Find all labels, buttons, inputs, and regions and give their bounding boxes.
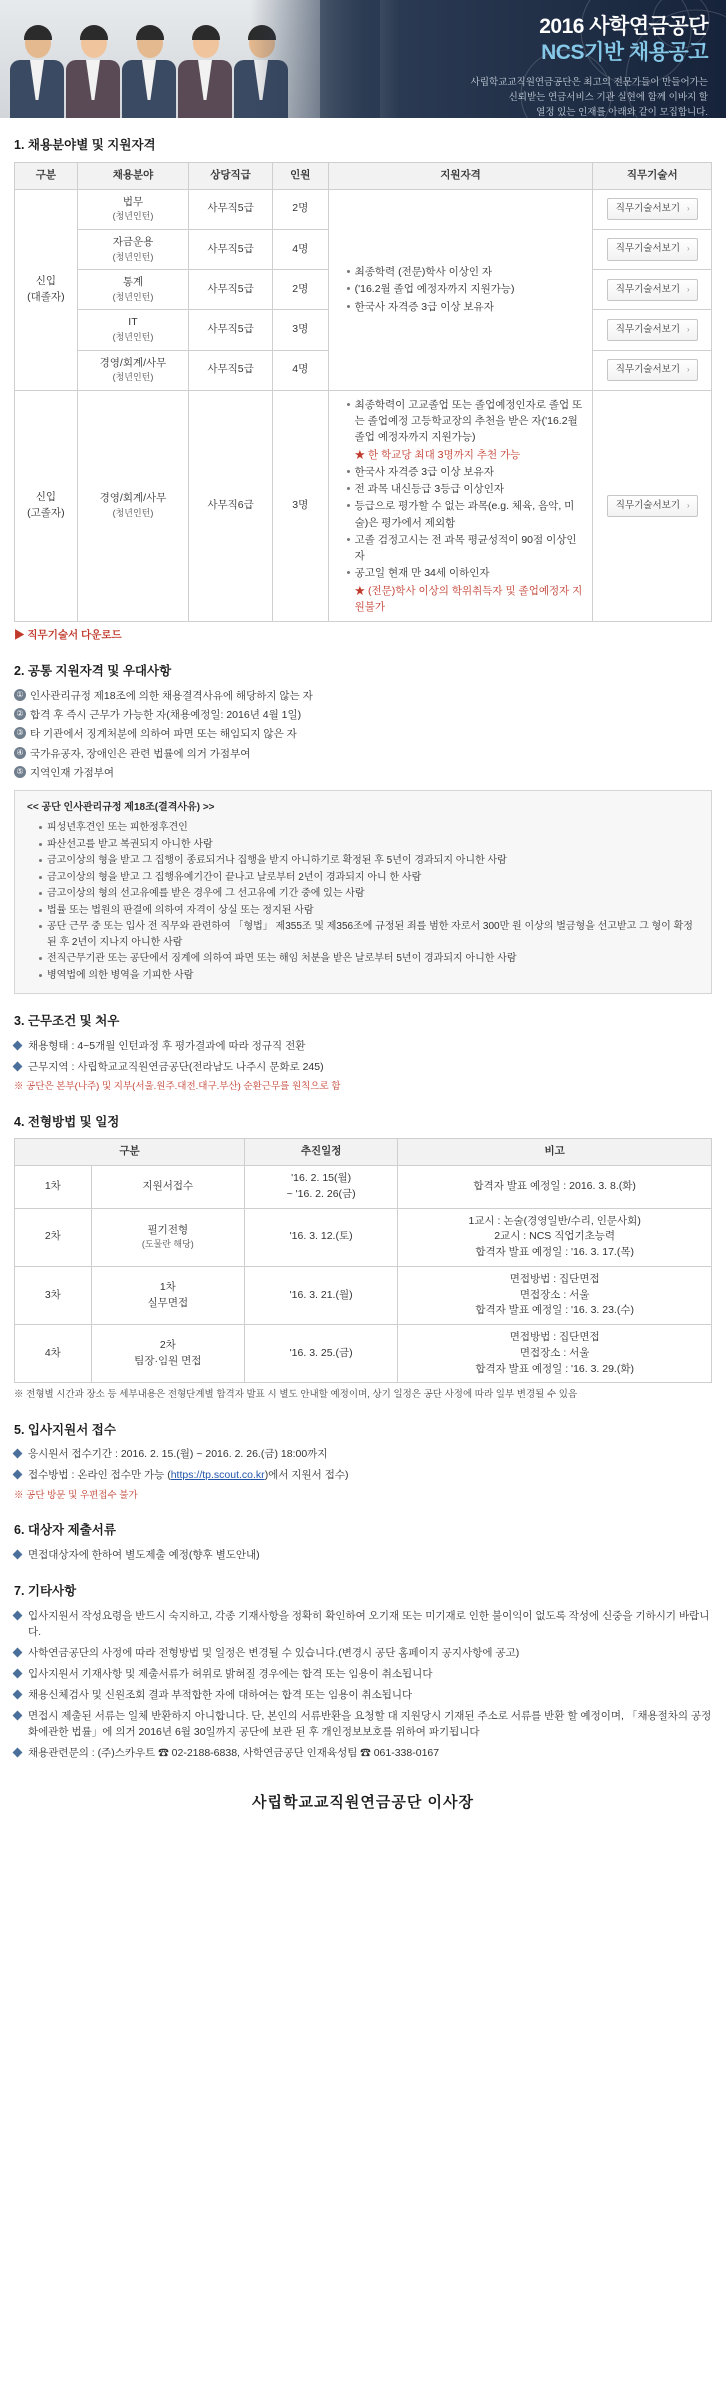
list-item: 병역법에 의한 병역을 기피한 사람	[39, 968, 699, 984]
list-item: 사학연금공단의 사정에 따라 전형방법 및 일정은 변경될 수 있습니다.(변경시 공단 홈페이지 공지사항에 공고)	[14, 1645, 712, 1662]
field-sub: (청년인턴)	[112, 211, 154, 222]
cell-type: 2차 팀장·임원 면접	[91, 1325, 244, 1383]
cell-jobspec	[593, 390, 712, 621]
col-count: 인원	[272, 162, 328, 189]
field-name: 통계	[122, 276, 144, 288]
list-item: ④ 국가유공자, 장애인은 관련 법률에 의거 가점부여	[14, 746, 712, 762]
banner-title-line1: 2016 사학연금공단	[539, 15, 708, 38]
schedule-table	[14, 1138, 712, 1383]
work-condition-list	[14, 1038, 712, 1076]
col-qualification: 지원자격	[328, 162, 593, 189]
list-item: 금고이상의 형의 선고유예를 받은 경우에 그 선고유예 기간 중에 있는 사람	[39, 886, 699, 902]
cell-type: 필기전형 (도물란 해당)	[91, 1208, 244, 1266]
list-item: 법률 또는 법원의 판결에 의하여 자격이 상실 또는 정지된 사람	[39, 903, 699, 919]
list-item: 면접대상자에 한하여 별도제출 예정(향후 별도안내)	[14, 1547, 712, 1564]
group-label-line2: (고졸자)	[27, 506, 65, 519]
cell-step: 3차	[15, 1266, 92, 1324]
cell-field	[77, 229, 189, 269]
col-step: 구분	[15, 1139, 245, 1166]
list-item: 금고이상의 형을 받고 그 집행유예기간이 끝나고 날로부터 2년이 경과되지 아니 한 사람	[39, 870, 699, 886]
cell-group-newgrad	[15, 189, 78, 390]
cell-count: 4명	[272, 229, 328, 269]
chevron-right-icon: ›	[687, 204, 690, 213]
field-sub: (청년인턴)	[112, 372, 154, 383]
cell-note	[398, 1325, 712, 1383]
cell-group-highschool	[15, 390, 78, 621]
footer-signature: 사립학교교직원연금공단 이사장	[251, 1793, 475, 1811]
application-list	[14, 1446, 712, 1484]
qualification-item: 등급으로 평가할 수 없는 과목(e.g. 체육, 음악, 미술)은 평가에서 제외함	[347, 498, 587, 531]
cell-note	[398, 1208, 712, 1266]
note-line1: 면접방법 : 집단면접	[509, 1272, 600, 1285]
job-spec-view-button[interactable]: 직무기술서보기 ›	[607, 359, 698, 381]
cell-count: 4명	[272, 350, 328, 390]
qualification-item: 전 과목 내신등급 3등급 이상인자	[347, 481, 587, 497]
cell-type: 지원서접수	[91, 1166, 244, 1209]
cell-step: 1차	[15, 1166, 92, 1209]
qualification-subnote: ('16.2월 졸업 예정자까지 지원가능)	[347, 281, 587, 297]
disqualification-box-title: << 공단 인사관리규정 제18조(결격사유) >>	[27, 802, 215, 814]
section7-title: 7. 기타사항	[14, 1583, 77, 1598]
section2-title: 2. 공통 지원자격 및 우대사항	[14, 663, 172, 678]
cell-count: 2명	[272, 189, 328, 229]
group-label-line1: 신입	[35, 491, 56, 504]
cell-grade: 사무직5급	[189, 270, 273, 310]
cell-jobspec	[593, 229, 712, 269]
banner-desc-line2: 신뢰받는 연금서비스 기관 실현에 함께 이바지 할	[508, 91, 708, 103]
banner-desc-line1: 사립학교교직원연금공단은 최고의 전문가들이 만들어가는	[470, 76, 708, 88]
chevron-right-icon: ›	[687, 284, 690, 294]
field-name: 경영/회계/사무	[99, 356, 167, 369]
group-label-line1: 신입	[35, 274, 56, 287]
table-row	[15, 390, 712, 621]
col-field: 채용분야	[77, 162, 189, 189]
list-item: 피성년후견인 또는 피한정후견인	[39, 820, 699, 836]
cell-date: '16. 3. 12.(토)	[244, 1208, 397, 1266]
section4-note: ※ 전형별 시간과 장소 등 세부내용은 전형단계별 합격자 발표 시 별도 안내할 예정이며, 상기 일정은 공단 사정에 따라 일부 변경될 수 있음	[14, 1389, 578, 1401]
person-figure	[66, 28, 122, 118]
documents-list	[14, 1547, 712, 1564]
col-grade: 상당직급	[189, 162, 273, 189]
job-spec-view-button[interactable]: 직무기술서보기 ›	[607, 279, 698, 301]
list-item: ⑤ 지역인재 가점부여	[14, 765, 712, 781]
list-item: 근무지역 : 사립학교교직원연금공단(전라남도 나주시 문화로 245)	[14, 1059, 712, 1076]
field-sub: (청년인턴)	[112, 332, 154, 342]
banner-title	[471, 14, 708, 67]
number-badge: ①	[14, 689, 26, 701]
list-item: ① 인사관리규정 제18조에 의한 채용결격사유에 해당하지 않는 자	[14, 688, 712, 704]
note-line2: 면접장소 : 서울	[519, 1346, 590, 1359]
qualification-star-item: ★ 한 학교당 최대 3명까지 추천 가능	[354, 448, 521, 461]
cell-field	[77, 310, 189, 350]
table-row	[15, 1208, 712, 1266]
cell-jobspec	[593, 270, 712, 310]
list-item: 공단 근무 중 또는 입사 전 직무와 관련하여 「형법」 제355조 및 제356조에 규정된 죄를 범한 자로서 300만 원 이상의 벌금형을 선고받고 그 형이 확정된 후 2년이 지나지 아니한 사람	[39, 919, 699, 950]
chevron-right-icon: ›	[687, 500, 690, 510]
cell-field	[77, 350, 189, 390]
number-badge: ④	[14, 747, 26, 759]
cell-note	[398, 1266, 712, 1324]
col-schedule: 추진일정	[244, 1139, 397, 1166]
common-qualification-list	[14, 688, 712, 781]
cell-qualification-highschool	[328, 390, 593, 621]
cell-qualification-newgrad	[328, 189, 593, 390]
cell-field	[77, 189, 189, 229]
qualification-item: 고졸 검정고시는 전 과목 평균성적이 90점 이상인자	[347, 532, 587, 565]
date-line2: ~ '16. 2. 26(금)	[286, 1187, 356, 1200]
cell-field	[77, 390, 189, 621]
table-row	[15, 189, 712, 229]
section3-title: 3. 근무조건 및 처우	[14, 1014, 120, 1029]
section5-note: ※ 공단 방문 및 우편접수 불가	[14, 1489, 138, 1501]
list-item: 응시원서 접수기간 : 2016. 2. 15.(월) ~ 2016. 2. 26.(금) 18:00까지	[14, 1446, 712, 1463]
note-line3: 합격자 발표 예정일 : '16. 3. 23.(수)	[475, 1304, 634, 1317]
list-item: 입사지원서 기재사항 및 제출서류가 허위로 밝혀질 경우에는 합격 또는 임용이 취소됩니다	[14, 1666, 712, 1683]
section6-title: 6. 대상자 제출서류	[14, 1523, 116, 1538]
section3-note: ※ 공단은 본부(나주) 및 지부(서울.원주.대전.대구.부산) 순환근무를 원칙으로 함	[14, 1081, 341, 1093]
cell-grade: 사무직5급	[189, 310, 273, 350]
section4-title: 4. 전형방법 및 일정	[14, 1114, 120, 1129]
recruitment-fields-table	[14, 162, 712, 622]
cell-date	[244, 1166, 397, 1209]
list-item: 채용신체검사 및 신원조회 결과 부적합한 자에 대하여는 합격 또는 임용이 취소됩니다	[14, 1687, 712, 1704]
cell-type: 1차 실무면접	[91, 1266, 244, 1324]
cell-count: 2명	[272, 270, 328, 310]
note-line2: 2교시 : NCS 직업기초능력	[494, 1230, 616, 1243]
disqualification-list	[27, 820, 699, 983]
qualification-list	[335, 397, 587, 615]
cell-field	[77, 270, 189, 310]
note-line3: 합격자 발표 예정일 : '16. 3. 17.(목)	[475, 1246, 634, 1259]
job-spec-view-button[interactable]: 직무기술서보기 ›	[607, 319, 698, 341]
number-badge: ⑤	[14, 766, 26, 778]
list-item: ② 합격 후 즉시 근무가 가능한 자(채용예정일: 2016년 4월 1일)	[14, 707, 712, 723]
person-figure	[178, 28, 234, 118]
list-item: 전직근무기관 또는 공단에서 징계에 의하여 파면 또는 해임 처분을 받은 날로부터 5년이 경과되지 아니한 사람	[39, 951, 699, 967]
note-line1: 1교시 : 논술(경영일반/수리, 인문사회)	[468, 1214, 641, 1227]
chevron-right-icon: ›	[687, 365, 690, 374]
list-item: ③ 타 기관에서 징계처분에 의하여 파면 또는 해임되지 않은 자	[14, 726, 712, 742]
col-group: 구분	[15, 162, 78, 189]
group-label-line2: (대졸자)	[27, 290, 65, 303]
list-item: 채용형태 : 4~5개월 인턴과정 후 평가결과에 따라 정규직 전환	[14, 1038, 712, 1055]
cell-count: 3명	[272, 310, 328, 350]
field-name: 경영/회계/사무	[99, 492, 167, 505]
cell-jobspec	[593, 350, 712, 390]
other-notes-list	[14, 1608, 712, 1762]
cell-jobspec	[593, 310, 712, 350]
qualification-item: 최종학력이 고교졸업 또는 졸업예정인자로 졸업 또는 졸업예정 고등학교장의 추천을 받은 자('16.2월 졸업 예정자까지 지원가능)	[347, 397, 587, 446]
banner-text-block	[471, 14, 708, 118]
cell-grade: 사무직5급	[189, 229, 273, 269]
qualification-item: 한국사 자격증 3급 이상 보유자	[347, 464, 587, 480]
job-spec-view-button[interactable]: 직무기술서보기 ›	[607, 238, 698, 260]
qualification-item: 최종학력 (전문)학사 이상인 자	[347, 264, 587, 280]
cell-step: 4차	[15, 1325, 92, 1383]
application-site-link[interactable]: https://tp.scout.co.kr	[170, 1469, 265, 1482]
number-badge: ②	[14, 708, 26, 720]
cell-step: 2차	[15, 1208, 92, 1266]
section1-title: 1. 채용분야별 및 지원자격	[14, 138, 156, 152]
cell-count: 3명	[272, 390, 328, 621]
qualification-star-item: ★ (전문)학사 이상의 학위취득자 및 졸업예정자 지원불가	[354, 584, 583, 613]
banner-title-line2: NCS기반 채용공고	[541, 41, 708, 65]
cell-note: 합격자 발표 예정일 : 2016. 3. 8.(화)	[398, 1166, 712, 1209]
cell-grade: 사무직5급	[189, 189, 273, 229]
list-item: 파산선고를 받고 복권되지 아니한 사람	[39, 837, 699, 853]
field-sub: (청년인턴)	[112, 251, 154, 262]
table-row	[15, 1325, 712, 1383]
qualification-item: 한국사 자격증 3급 이상 보유자	[347, 299, 587, 315]
col-remark: 비고	[398, 1139, 712, 1166]
content-area	[0, 118, 726, 1852]
chevron-right-icon: ›	[687, 324, 690, 334]
cell-grade: 사무직6급	[189, 390, 273, 621]
note-line3: 합격자 발표 예정일 : '16. 3. 29.(화)	[475, 1362, 634, 1375]
header-banner	[0, 0, 726, 118]
cell-grade: 사무직5급	[189, 350, 273, 390]
date-line1: '16. 2. 15(월)	[291, 1172, 352, 1185]
cell-date: '16. 3. 21.(월)	[244, 1266, 397, 1324]
qualification-item: 공고일 현재 만 34세 이하인자	[347, 565, 587, 581]
list-item-submit-method: 접수방법 : 온라인 접수만 가능 (https://tp.scout.co.kr)에서 지원서 접수)	[14, 1467, 712, 1484]
list-item: 입사지원서 작성요령을 반드시 숙지하고, 각종 기재사항을 정확히 확인하여 오기재 또는 미기재로 인한 불이익이 없도록 작성에 신중을 기하시기 바랍니다.	[14, 1608, 712, 1642]
job-spec-view-button[interactable]: 직무기술서보기 ›	[607, 198, 698, 220]
field-name: 법무	[122, 195, 144, 208]
col-jobspec: 직무기술서	[593, 162, 712, 189]
note-line1: 면접방법 : 집단면접	[509, 1331, 600, 1344]
qualification-list	[335, 264, 587, 315]
number-badge: ③	[14, 727, 26, 739]
table-row	[15, 1266, 712, 1324]
field-sub: (청년인턴)	[112, 291, 154, 302]
table-row	[15, 1166, 712, 1209]
disqualification-box	[14, 790, 712, 994]
list-item: 면접시 제출된 서류는 일체 반환하지 아니합니다. 단, 본인의 서류반환을 요청할 대 지원당시 기재된 주소로 서류를 반환 할 예정이며, 「채용절차의 공정화에관한 법률」에 의거 2016년 6월 30일까지 공단에 보관 된 후 개인정보보호를 위하여 파기됩니다	[14, 1708, 712, 1742]
field-name: 자금운용	[112, 235, 154, 248]
cell-date: '16. 3. 25.(금)	[244, 1325, 397, 1383]
list-item: 채용관련문의 : (주)스카우트 ☎ 02-2188-6838, 사학연금공단 인재육성팀 ☎ 061-338-0167	[14, 1745, 712, 1762]
banner-desc-line3: 열정 있는 인재를 아래와 같이 모집합니다.	[536, 106, 708, 118]
banner-description	[471, 75, 708, 119]
job-spec-download-link[interactable]: ▶ 직무기술서 다운로드	[14, 629, 122, 642]
person-figure	[122, 28, 178, 118]
field-name: IT	[128, 316, 138, 329]
job-spec-view-button[interactable]: 직무기술서보기 ›	[607, 495, 698, 517]
note-line2: 면접장소 : 서울	[519, 1288, 590, 1301]
table-header-row	[15, 162, 712, 189]
list-item: 금고이상의 형을 받고 그 집행이 종료되거나 집행을 받지 아니하기로 확정된 후 5년이 경과되지 아니한 사람	[39, 853, 699, 869]
table-header-row	[15, 1139, 712, 1166]
chevron-right-icon: ›	[687, 244, 690, 254]
person-figure	[10, 28, 66, 118]
section5-title: 5. 입사지원서 접수	[14, 1422, 116, 1437]
field-sub: (청년인턴)	[112, 508, 154, 519]
cell-jobspec	[593, 189, 712, 229]
